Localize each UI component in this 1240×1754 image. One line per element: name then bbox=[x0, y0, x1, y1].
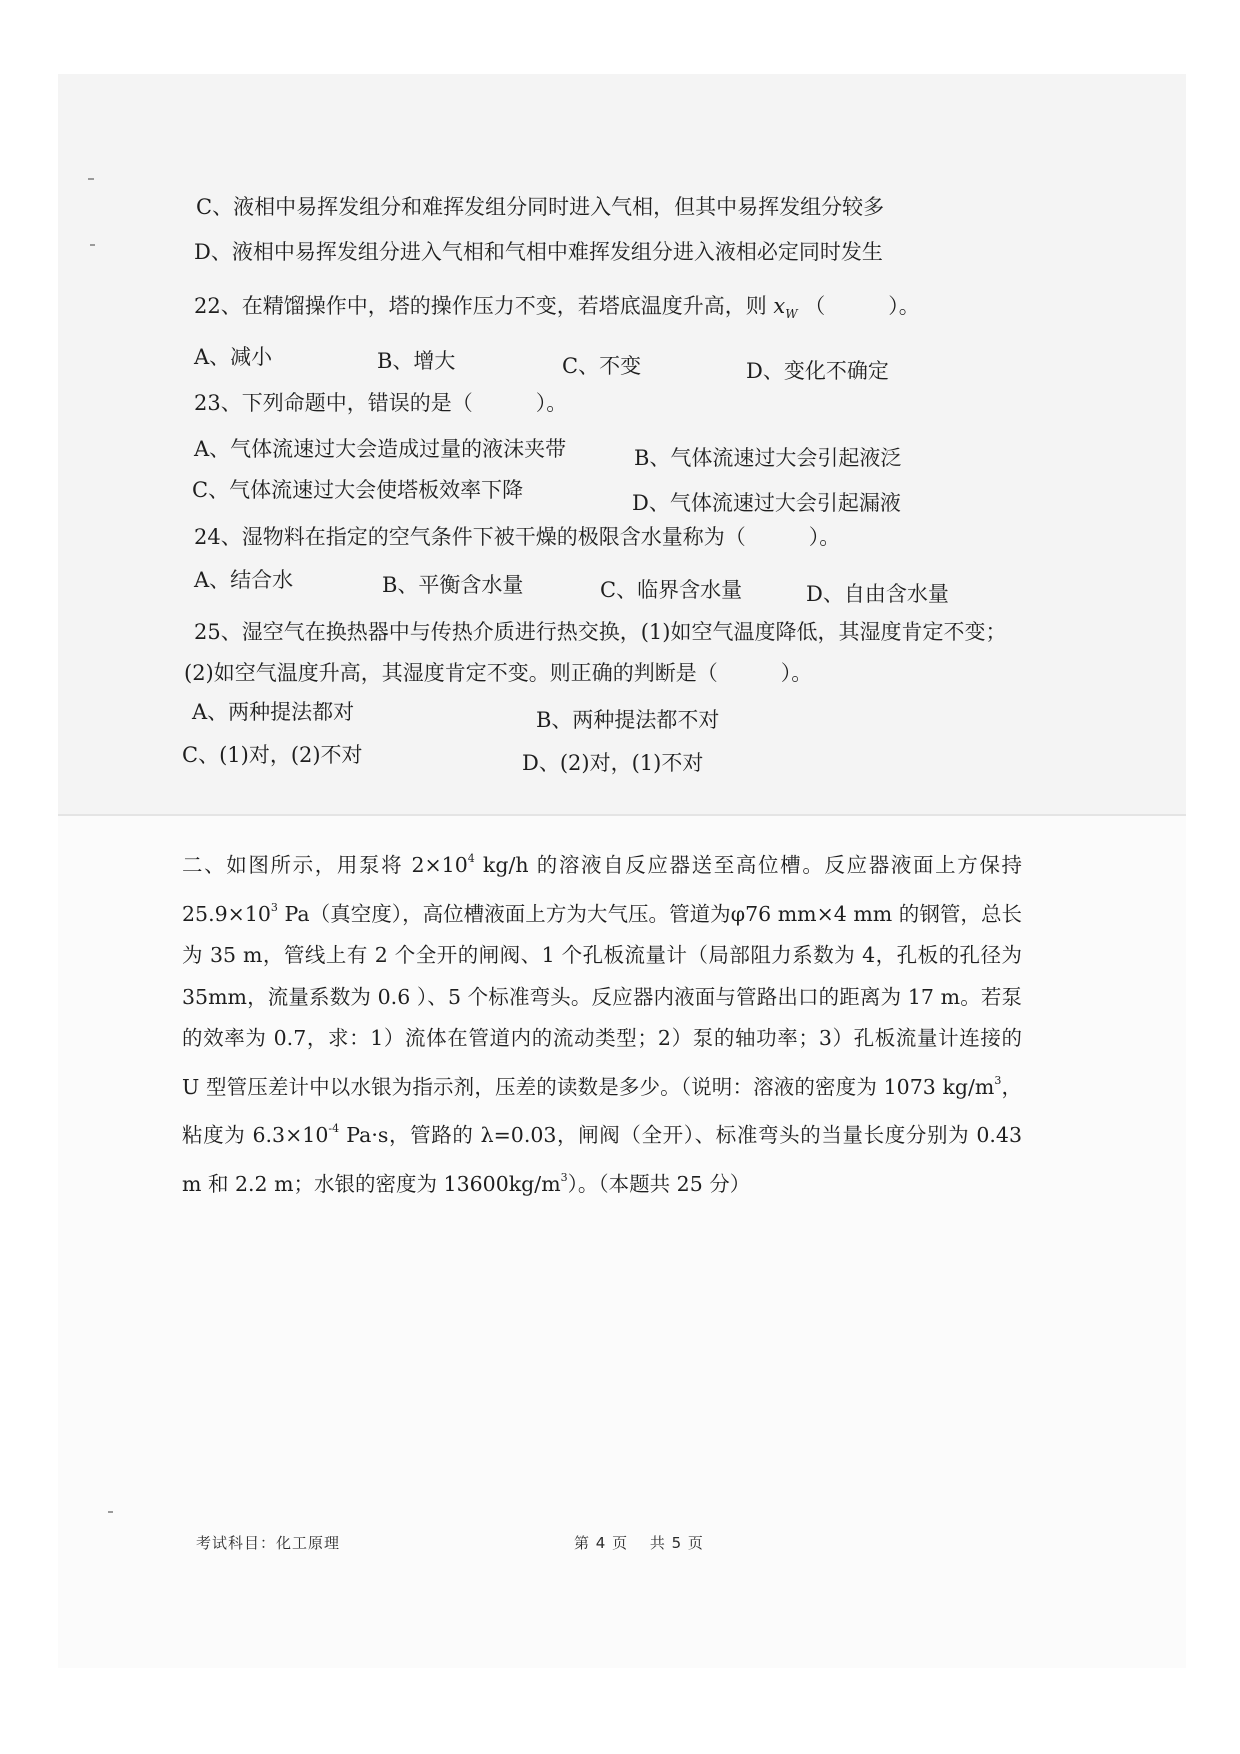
superscript: 3 bbox=[560, 1170, 568, 1184]
superscript: 3 bbox=[270, 900, 278, 914]
footer-page-number: 第 4 页 共 5 页 bbox=[574, 1534, 704, 1552]
problem-2-part: kg/h 的溶液自反应器送至高位槽。反应器液面上方保持 25.9×10 bbox=[182, 853, 1023, 926]
q24-stem: 24、湿物料在指定的空气条件下被干燥的极限含水量称为（ ）。 bbox=[194, 525, 841, 549]
superscript: 4 bbox=[467, 852, 475, 865]
footer-subject: 考试科目：化工原理 bbox=[196, 1534, 341, 1552]
q22-option-d: D、变化不确定 bbox=[746, 359, 889, 383]
superscript: 3 bbox=[994, 1073, 1002, 1087]
problem-2-text bbox=[182, 838, 1022, 1205]
problem-2-part: ，粘度为 6.3×10 bbox=[182, 1074, 1023, 1147]
q25-option-c: C、(1)对，(2)不对 bbox=[182, 743, 363, 767]
superscript: -4 bbox=[328, 1122, 340, 1135]
problem-2-part: Pa·s，管路的 λ=0.03，闸阀（全开）、标准弯头的当量长度分别为 0.43 m 和 2.2 m；水银的密度为 13600kg/m bbox=[182, 1123, 1022, 1196]
fold-line bbox=[58, 814, 1186, 816]
scan-speck bbox=[90, 244, 95, 246]
q23-stem: 23、下列命题中，错误的是（ ）。 bbox=[194, 391, 568, 415]
q25-stem-line2: (2)如空气温度升高，其湿度肯定不变。则正确的判断是（ ）。 bbox=[184, 661, 813, 685]
q22-variable-subscript: W bbox=[785, 307, 798, 321]
q22-stem-text: 22、在精馏操作中，塔的操作压力不变，若塔底温度升高，则 bbox=[194, 294, 774, 318]
q24-option-a: A、结合水 bbox=[194, 568, 294, 592]
q23-option-a: A、气体流速过大会造成过量的液沫夹带 bbox=[194, 437, 567, 461]
q22-stem-blank: （ ）。 bbox=[797, 294, 920, 318]
q21-option-c: C、液相中易挥发组分和难挥发组分同时进入气相，但其中易挥发组分较多 bbox=[196, 195, 885, 219]
scan-speck bbox=[108, 1511, 113, 1513]
q25-stem-line1: 25、湿空气在换热器中与传热介质进行热交换，(1)如空气温度降低，其湿度肯定不变； bbox=[194, 620, 1007, 644]
scan-speck bbox=[88, 178, 94, 180]
q25-option-d: D、(2)对，(1)不对 bbox=[522, 751, 704, 775]
q22-option-a: A、减小 bbox=[194, 345, 273, 369]
q22-option-b: B、增大 bbox=[377, 349, 456, 373]
q25-option-b: B、两种提法都不对 bbox=[536, 708, 720, 732]
q24-option-b: B、平衡含水量 bbox=[382, 573, 524, 597]
q21-option-d: D、液相中易挥发组分进入气相和气相中难挥发组分进入液相必定同时发生 bbox=[194, 240, 883, 264]
q23-option-b: B、气体流速过大会引起液泛 bbox=[634, 446, 902, 470]
q23-option-d: D、气体流速过大会引起漏液 bbox=[632, 491, 901, 515]
q22-variable: x bbox=[773, 294, 786, 318]
q25-option-a: A、两种提法都对 bbox=[192, 700, 355, 724]
q24-option-d: D、自由含水量 bbox=[806, 582, 949, 606]
problem-2-part: Pa（真空度），高位槽液面上方为大气压。管道为φ76 mm×4 mm 的钢管，总长为 35 m，管线上有 2 个全开的闸阀、1 个孔板流量计（局部阻力系数为 4，孔板的孔径为 35mm，流量系数为 0.6 ）、5 个标准弯头。反应器内液面与管路出口的距离为 17 m。若泵的效率为 0.7，求：1）流体在管道内的流动类型；2）泵的轴功率；3）孔板流量计连接的 U 型管压差计中以水银为指示剂，压差的读数是多少。（说明：溶液的密度为 1073 kg/m bbox=[182, 901, 1022, 1099]
q23-option-c: C、气体流速过大会使塔板效率下降 bbox=[192, 478, 524, 502]
q22-stem bbox=[194, 296, 920, 320]
q22-option-c: C、不变 bbox=[562, 354, 642, 378]
problem-2-part: 二、如图所示，用泵将 2×10 bbox=[182, 853, 468, 877]
q24-option-c: C、临界含水量 bbox=[600, 578, 743, 602]
problem-2-part: ）。（本题共 25 分） bbox=[567, 1171, 751, 1196]
